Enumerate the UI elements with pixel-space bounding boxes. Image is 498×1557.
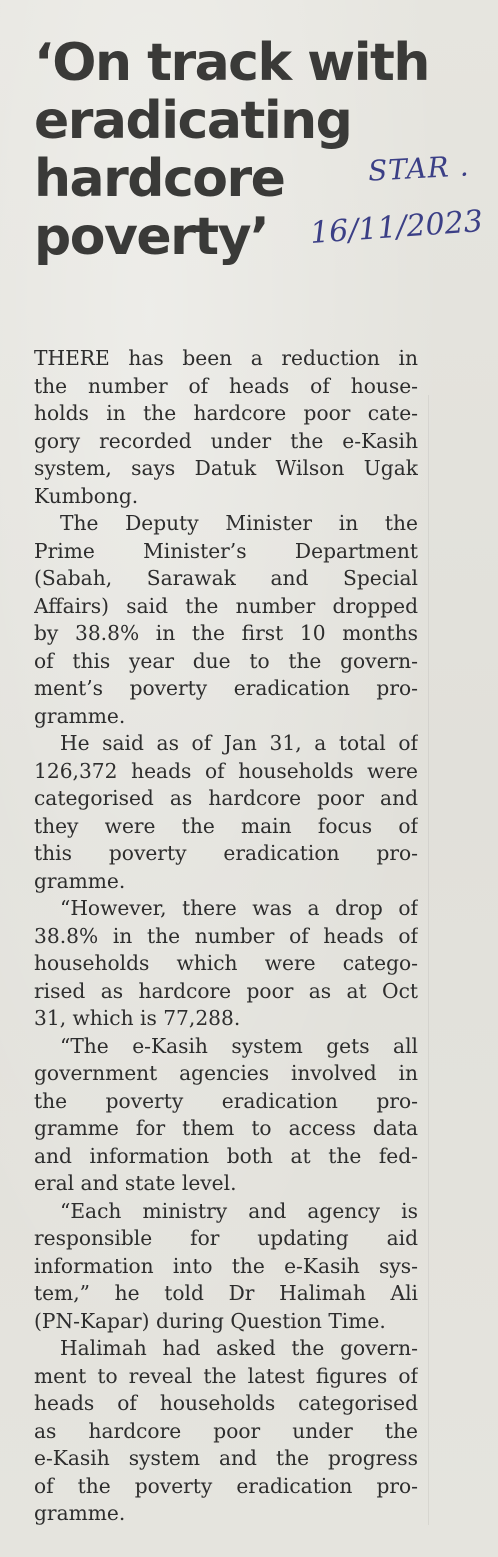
paragraph-line: of the poverty eradication pro-	[34, 1473, 418, 1498]
headline-line: eradicating	[34, 91, 352, 151]
paragraph-line: Affairs) said the number dropped	[34, 593, 418, 618]
article-paragraph	[34, 895, 418, 1033]
paragraph-line: 31, which is 77,288.	[34, 1006, 241, 1030]
paragraph-line: by 38.8% in the first 10 months	[34, 621, 418, 645]
article-paragraph	[34, 1033, 418, 1198]
paragraph-line: households which were catego-	[34, 951, 418, 975]
paragraph-line: government agencies involved in	[34, 1061, 418, 1085]
paragraph-line: “The e-Kasih system gets all	[60, 1033, 418, 1058]
headline-line: poverty’	[34, 207, 269, 267]
paragraph-line: “Each ministry and agency is	[60, 1198, 418, 1223]
paragraph-line: holds in the hardcore poor cate-	[34, 401, 418, 425]
article-paragraph	[34, 730, 418, 895]
paragraph-line: categorised as hardcore poor and	[34, 786, 418, 810]
headline-line: hardcore	[34, 149, 285, 209]
paragraph-line: Kumbong.	[34, 483, 139, 508]
paragraph-line: eral and state level.	[34, 1171, 237, 1195]
paragraph-line: rised as hardcore poor as at Oct	[34, 978, 418, 1003]
paragraph-line: information into the e-Kasih sys-	[34, 1253, 418, 1278]
paragraph-line: “However, there was a drop of	[60, 896, 418, 920]
paragraph-line: gramme.	[34, 1501, 126, 1525]
paragraph-line: gramme.	[34, 703, 126, 728]
paragraph-line: the number of heads of house-	[34, 373, 418, 398]
paragraph-line: and information both at the fed-	[34, 1143, 418, 1168]
column-divider	[428, 395, 429, 1525]
paragraph-line: responsible for updating aid	[34, 1226, 418, 1250]
paragraph-line: they were the main focus of	[34, 813, 418, 838]
paragraph-line: system, says Datuk Wilson Ugak	[34, 456, 418, 480]
handwritten-date-note: 16/11/2023	[308, 204, 484, 251]
paragraph-line: 38.8% in the number of heads of	[34, 923, 418, 948]
paragraph-line: e-Kasih system and the progress	[34, 1446, 418, 1470]
paragraph-line: gory recorded under the e-Kasih	[34, 428, 418, 453]
paragraph-line: The Deputy Minister in the	[60, 511, 418, 535]
paragraph-line: (PN-Kapar) during Question Time.	[34, 1308, 386, 1333]
paragraph-line: Prime Minister’s Department	[34, 538, 418, 563]
article-paragraph	[34, 510, 418, 730]
paragraph-line: heads of households categorised	[34, 1391, 418, 1415]
paragraph-line: THERE has been a reduction in	[34, 346, 418, 370]
paragraph-line: as hardcore poor under the	[34, 1418, 418, 1443]
paragraph-line: ment’s poverty eradication pro-	[34, 676, 418, 700]
headline-line: ‘On track with	[34, 33, 429, 93]
paragraph-line: of this year due to the govern-	[34, 648, 418, 673]
article-paragraph	[34, 1335, 418, 1528]
paragraph-line: gramme.	[34, 868, 126, 893]
paragraph-line: gramme for them to access data	[34, 1116, 418, 1140]
paragraph-line: (Sabah, Sarawak and Special	[34, 566, 418, 590]
article-paragraph	[34, 1198, 418, 1336]
article-body	[34, 345, 418, 1528]
paragraph-line: Halimah had asked the govern-	[60, 1336, 418, 1360]
paragraph-line: this poverty eradication pro-	[34, 841, 418, 865]
handwritten-source-note: STAR .	[367, 149, 471, 188]
paragraph-line: ment to reveal the latest figures of	[34, 1363, 418, 1388]
paragraph-line: 126,372 heads of households were	[34, 758, 418, 783]
article-paragraph	[34, 345, 418, 510]
paragraph-line: the poverty eradication pro-	[34, 1088, 418, 1113]
paragraph-line: tem,” he told Dr Halimah Ali	[34, 1281, 418, 1305]
paragraph-line: He said as of Jan 31, a total of	[60, 731, 418, 755]
